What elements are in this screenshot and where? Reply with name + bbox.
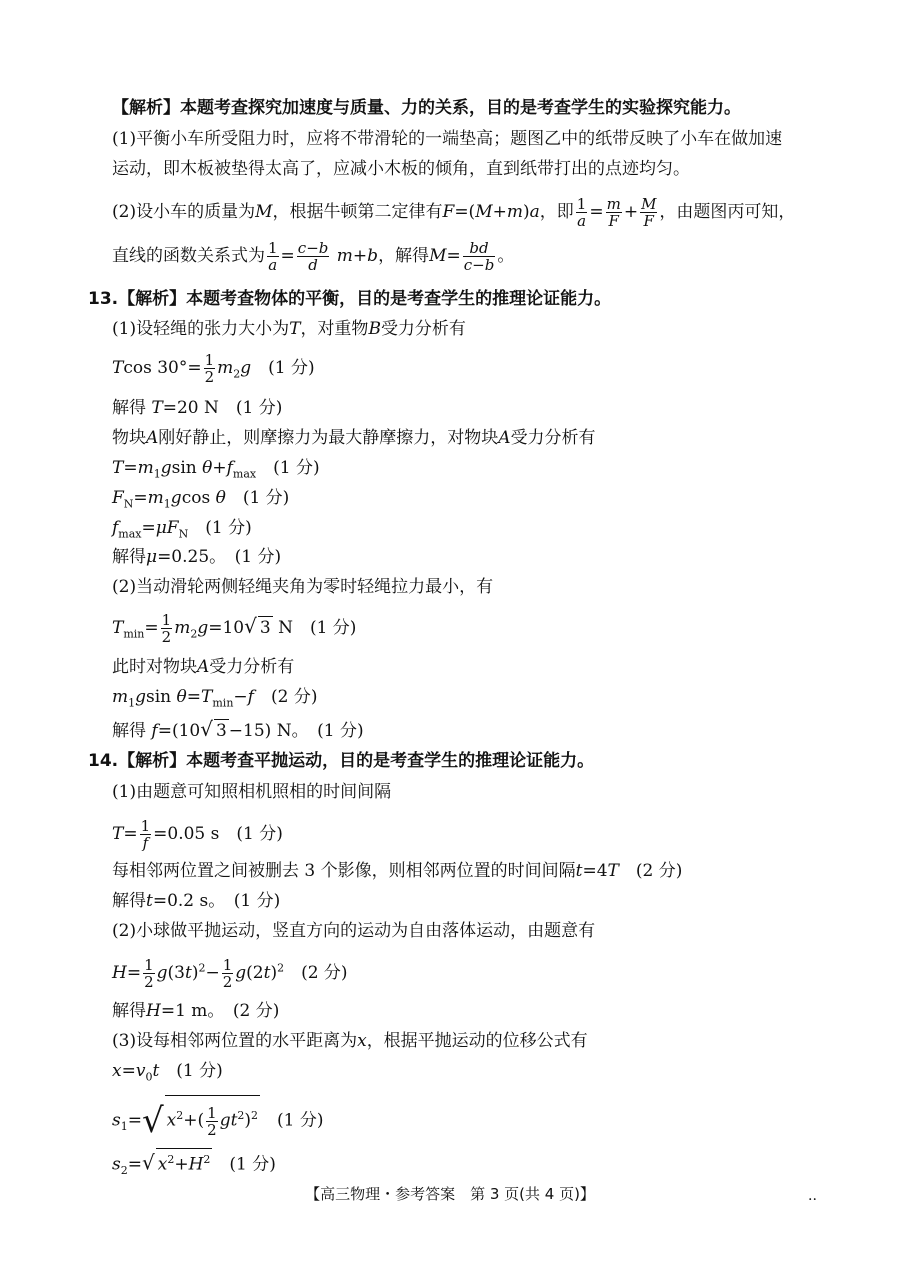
page-footer: 【高三物理・参考答案 第 3 页(共 4 页)】 [305,1185,595,1203]
p14-part2-line1: (2)小球做平抛运动，竖直方向的运动为自由落体运动，由题意有 [112,921,596,941]
p13-line-block-a2: 此时对物块A受力分析有 [112,657,295,677]
p14-eq-result-h: 解得H=1 m。 (2 分) [112,1001,280,1021]
p13-part1-line1: (1)设轻绳的张力大小为T，对重物B受力分析有 [112,319,466,339]
p13-eq-normal: $F_N=m_1gcos$ θ (1 分) [112,488,290,511]
p13-eq-balance: $m_1gsin$ $\theta=T_{min}-f$ (2 分) [112,687,318,710]
p12-part1-line1: (1)平衡小车所受阻力时，应将不带滑轮的一端垫高；题图乙中的纸带反映了小车在做加速 [112,129,783,149]
p13-eq-friction: $T=m_1gsin$ $\theta+f_{max}$ (1 分) [112,458,320,481]
p12-part2-line2: 直线的函数关系式为 $\frac{1}{a}$ = $\frac{c-b}{d}$ m+b，解得M= $\frac{bd}{c-b}$ 。 [112,239,515,274]
p13-heading: 13.【解析】本题考查物体的平衡，目的是考查学生的推理论证能力。 [88,289,612,309]
p14-heading: 14.【解析】本题考查平抛运动，目的是考查学生的推理论证能力。 [88,751,595,771]
p14-eq-x: $x=v_0t$ (1 分) [112,1061,223,1084]
p14-eq-result-t: 解得t=0.2 s。 (1 分) [112,891,281,911]
p14-line-interval: 每相邻两位置之间被删去 3 个影像，则相邻两位置的时间间隔t=4T (2 分) [112,861,683,881]
p13-eq-tension: Tcos 30°= $\frac{1}{2}$ $m_2g$ (1 分) [112,351,315,386]
p12-part1-line2: 运动，即木板被垫得太高了，应减小木板的倾角，直到纸带打出的点迹均匀。 [112,159,690,179]
p13-part2-line1: (2)当动滑轮两侧轻绳夹角为零时轻绳拉力最小，有 [112,577,494,597]
p14-eq-s1: $s_1=√$ $x^2+$( $\frac{1}{2}$ $gt^2)^2$ (1 分) [112,1095,324,1147]
p13-line-block-a: 物块A刚好静止，则摩擦力为最大静摩擦力，对物块A受力分析有 [112,428,596,448]
p12-analysis-heading: 【解析】本题考查探究加速度与质量、力的关系，目的是考查学生的实验探究能力。 [112,98,741,118]
p12-part2-line1: (2)设小车的质量为M，根据牛顿第二定律有F=(M+m)a，即 $\frac{1}{a}$ = $\frac{m}{F}$ + $\frac{M}{F}$ ，由题图丙可知， [112,195,796,230]
p13-eq-result-f: 解得 f=(10√ 3 −15) N。 (1 分) [112,717,364,741]
p13-eq-tmin: $T_{min}=$ $\frac{1}{2}$ $m_2g=10√$ 3 N (1 分) [112,611,357,646]
p13-eq-result-mu: 解得μ=0.25。 (1 分) [112,547,282,567]
p14-eq-height: H= $\frac{1}{2}$ $g(3t)^2-$ $\frac{1}{2}$ $g(2t)^2$ (2 分) [112,956,348,991]
p13-eq-result-t: 解得 T=20 N (1 分) [112,398,283,418]
p14-eq-period: T= $\frac{1}{f}$ =0.05 s (1 分) [112,817,283,852]
p13-eq-fmax: $f_{max}=\mu F_N$ (1 分) [112,518,252,541]
p14-part1-line1: (1)由题意可知照相机照相的时间间隔 [112,782,392,802]
p14-part3-line1: (3)设每相邻两位置的水平距离为x，根据平抛运动的位移公式有 [112,1031,588,1051]
p14-eq-s2: $s_2=√$ $x^2+H^2$ (1 分) [112,1148,276,1182]
corner-dots: .. [808,1188,817,1204]
